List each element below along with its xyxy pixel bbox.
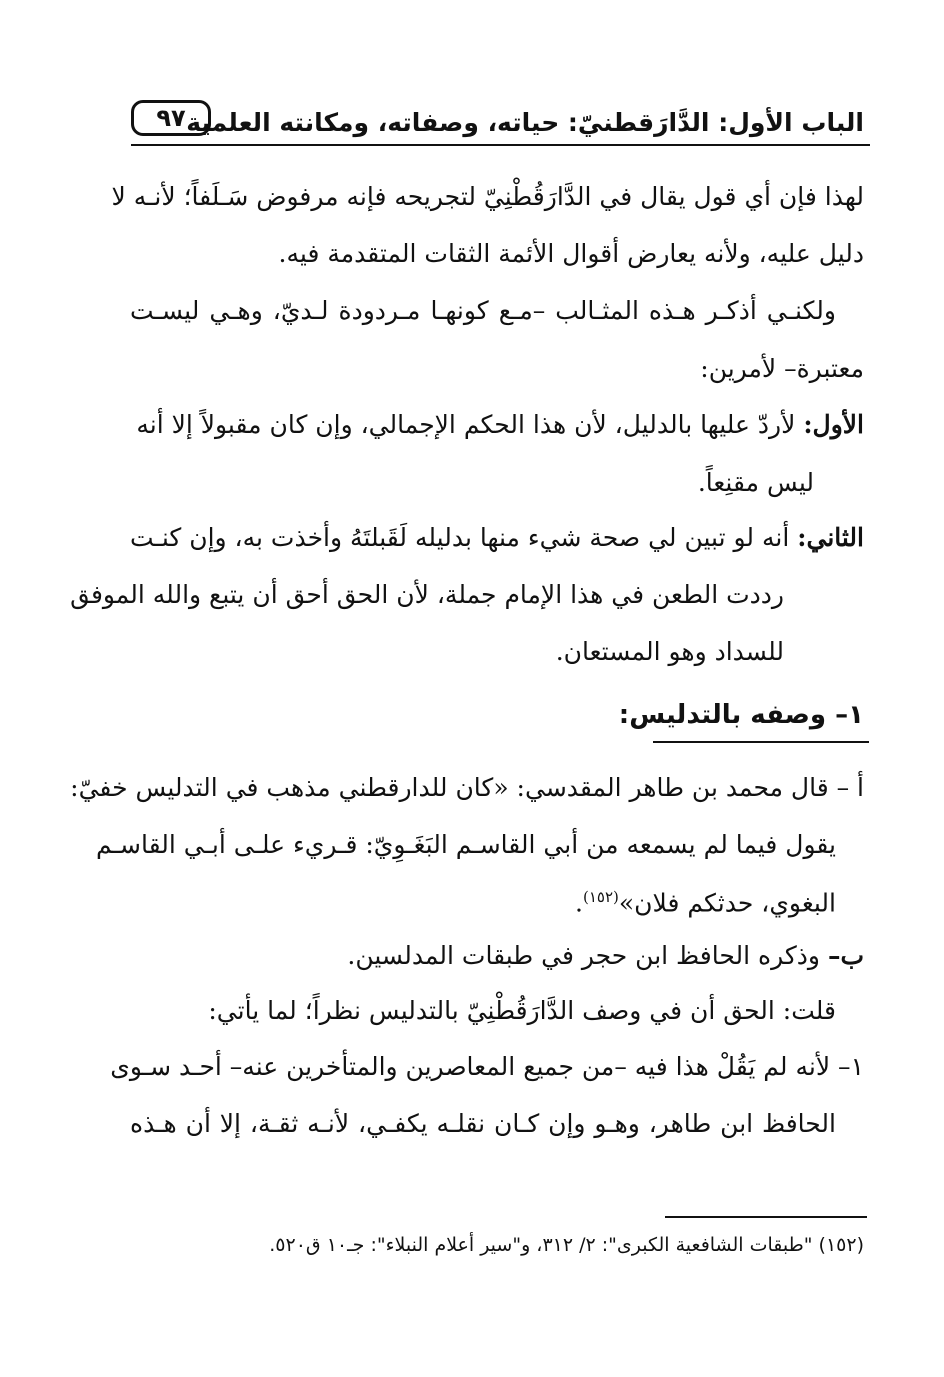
text-line-4: معتبرة– لأمرين: — [700, 354, 864, 383]
text-line-6: ليس مقنِعاً. — [697, 468, 814, 497]
text-line-2: دليل عليه، ولأنه يعارض أقوال الأئمة الثقات المتقدمة فيه. — [278, 239, 864, 268]
section-heading: ١– وصفه بالتدليس: — [618, 700, 864, 730]
first-reason-text: لأردّ عليها بالدليل، لأن هذا الحكم الإجمالي، وإن كان مقبولاً إلا أنه — [136, 410, 804, 439]
text-line-16: الحافظ ابن طاهر، وهـو وإن كـان نقلـه يكفـي، لأنـه ثقـة، إلا أن هـذه — [130, 1109, 836, 1138]
item-b-lead: ب– — [827, 941, 864, 970]
paragraph-b — [347, 939, 864, 973]
item-b-text: وذكره الحافظ ابن حجر في طبقات المدلسين. — [347, 941, 828, 970]
text-line-11: يقول فيما لم يسمعه من أبي القاسـم البَغَـوِيّ: قـريء علـى أبـي القاسـم — [96, 830, 836, 859]
text-line-14: قلت: الحق أن في وصف الدَّارَقُطْنِيّ بالتدليس نظراً؛ لما يأتي: — [208, 996, 836, 1025]
section-heading-underline — [653, 741, 869, 743]
footnote-separator — [665, 1216, 867, 1218]
text-line-10: أ – قال محمد بن طاهر المقدسي: «كان للدارقطني مذهب في التدليس خفيّ: — [70, 773, 864, 802]
second-reason-text: أنه لو تبين لي صحة شيء منها بدليله لَقَبلتَهُ وأخذت به، وإن كنـت — [129, 523, 798, 552]
footnote-ref: (١٥٢) — [582, 888, 619, 906]
text-line-1: لهذا فإن أي قول يقال في الدَّارَقُطْنِيّ لتجريحه فإنه مرفوض سَـلَفاً؛ لأنـه لا — [111, 182, 864, 211]
text-line-3: ولكنـي أذكـر هـذه المثـالب –مـع كونهـا مـردودة لـديّ، وهـي ليسـت — [130, 296, 836, 325]
quote-period: . — [575, 888, 583, 918]
text-line-9: للسداد وهو المستعان. — [555, 637, 784, 666]
chapter-header-title: الباب الأول: الدَّارَقطنيّ: حياته، وصفاته، ومكانته العلمية — [186, 108, 864, 137]
quote-end-text: البغوي، حدثكم فلان» — [618, 888, 836, 918]
paragraph-first-reason — [136, 408, 864, 442]
paragraph-second-reason — [130, 521, 864, 555]
first-reason-lead: الأول: — [803, 410, 864, 439]
second-reason-lead: الثاني: — [797, 523, 864, 552]
text-line-12 — [575, 880, 836, 920]
footnote-152: (١٥٢) "طبقات الشافعية الكبرى": ٢/ ٣١٢، و"سير أعلام النبلاء": جـ١٠ ق٥٢٠. — [269, 1234, 864, 1256]
page-number-badge: ٩٧ — [131, 100, 211, 136]
text-line-15: ١– لأنه لم يَقُلْ هذا فيه –من جميع المعاصرين والمتأخرين عنه– أحـد سـوى — [110, 1052, 864, 1081]
header-rule — [131, 144, 870, 146]
text-line-8: رددت الطعن في هذا الإمام جملة، لأن الحق أحق أن يتبع والله الموفق — [70, 580, 784, 609]
